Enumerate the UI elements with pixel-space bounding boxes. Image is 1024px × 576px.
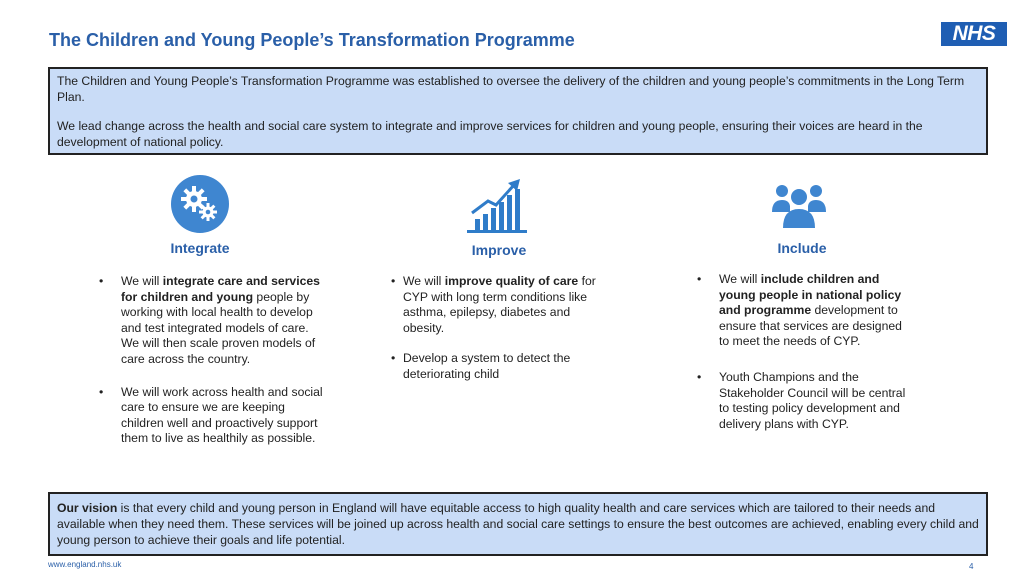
- nhs-logo: NHS: [941, 22, 1007, 46]
- vision-box: [48, 492, 988, 556]
- growth-chart-icon: [466, 175, 530, 240]
- list-item: • Youth Champions and the Stakeholder Council will be central to testing policy development and delivery plans with CYP.: [697, 370, 909, 432]
- gears-icon: [171, 175, 229, 238]
- page-title: The Children and Young People’s Transformation Programme: [49, 30, 575, 50]
- list-item: • Develop a system to detect the deteriorating child: [391, 351, 606, 382]
- integrate-list: [99, 274, 329, 447]
- intro-box: [48, 67, 988, 155]
- include-list: [697, 272, 909, 432]
- list-item: • We will improve quality of care for CYP with long term conditions like asthma, epilepsy, diabetes and obesity.: [391, 274, 606, 336]
- vision-text: is that every child and young person in England will have equitable access to high quality health and care services which are tailored to their needs and available when they need them. These services will be joined up across health and social care settings to ensure the best outcomes are achieved, enabling every child and young person to achieve their goals and life potential.: [57, 501, 979, 547]
- integrate-heading: Integrate: [170, 240, 230, 256]
- intro-paragraph-2: We lead change across the health and social care system to integrate and improve services for children and young people, ensuring their voices are heard in the development of national policy.: [57, 119, 923, 149]
- intro-paragraph-1: The Children and Young People’s Transformation Programme was established to oversee the delivery of the children and young people’s commitments in the Long Term Plan.: [57, 74, 965, 104]
- page-number: 4: [969, 562, 974, 571]
- list-item: • We will integrate care and services for children and young people by working with local health to develop and test integrated models of care. We will then scale proven models of care across the country.: [99, 274, 329, 368]
- people-group-icon: [771, 182, 827, 235]
- footer-url-link[interactable]: www.england.nhs.uk: [48, 560, 122, 569]
- improve-heading: Improve: [471, 242, 527, 258]
- improve-list: [391, 274, 606, 383]
- include-heading: Include: [777, 240, 827, 256]
- list-item: • We will include children and young people in national policy and programme development to ensure that services are designed to meet the needs of CYP.: [697, 272, 909, 350]
- vision-label: Our vision: [57, 501, 118, 515]
- list-item: • We will work across health and social care to ensure we are keeping children well and proactively support them to live as healthily as possible.: [99, 385, 329, 447]
